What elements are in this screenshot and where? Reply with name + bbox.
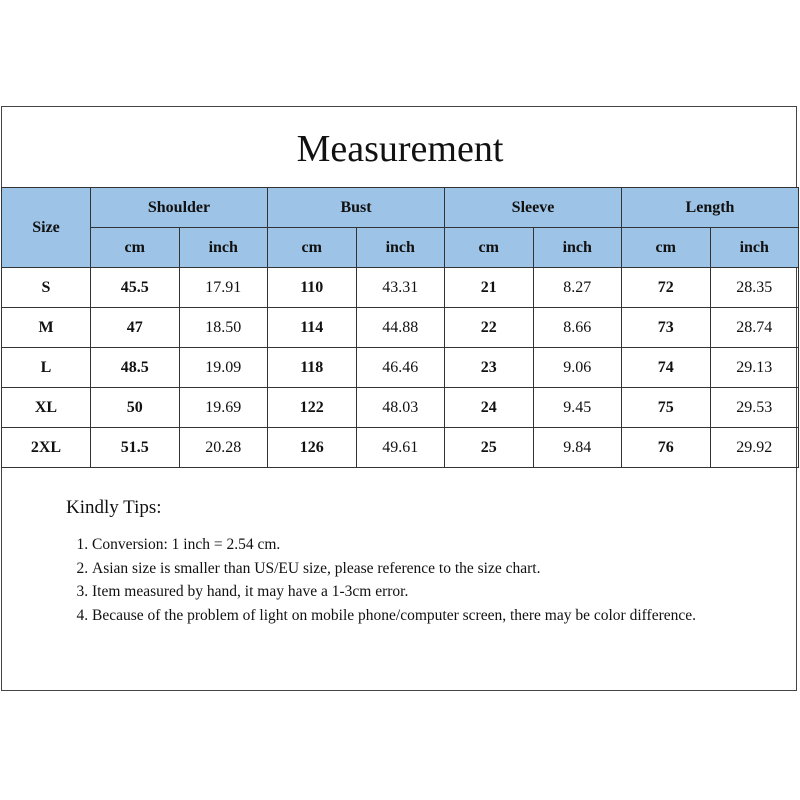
tip-item: 4. Because of the problem of light on mobile phone/computer screen, there may be color difference. [92, 604, 712, 628]
size-cell: XL [2, 388, 91, 428]
table-row [2, 388, 799, 428]
size-header: Size [2, 188, 91, 268]
inch-cell: 29.53 [710, 388, 799, 428]
inch-cell: 17.91 [179, 268, 268, 308]
tip-item: 1. Conversion: 1 inch = 2.54 cm. [92, 533, 712, 557]
inch-cell: 29.92 [710, 428, 799, 468]
tips-list [66, 533, 712, 627]
unit-inch: inch [356, 228, 445, 268]
size-cell: L [2, 348, 91, 388]
tips-section [66, 497, 712, 627]
inch-cell: 29.13 [710, 348, 799, 388]
inch-cell: 43.31 [356, 268, 445, 308]
cm-cell: 45.5 [91, 268, 180, 308]
cm-cell: 47 [91, 308, 180, 348]
size-cell: M [2, 308, 91, 348]
cm-cell: 25 [445, 428, 534, 468]
inch-cell: 49.61 [356, 428, 445, 468]
unit-cm: cm [91, 228, 180, 268]
inch-cell: 28.35 [710, 268, 799, 308]
cm-cell: 122 [268, 388, 357, 428]
unit-inch: inch [179, 228, 268, 268]
cm-cell: 72 [622, 268, 711, 308]
length-header: Length [622, 188, 799, 228]
inch-cell: 18.50 [179, 308, 268, 348]
inch-cell: 20.28 [179, 428, 268, 468]
unit-inch: inch [710, 228, 799, 268]
inch-cell: 19.69 [179, 388, 268, 428]
cm-cell: 21 [445, 268, 534, 308]
unit-row [2, 228, 799, 268]
size-table [1, 187, 799, 468]
inch-cell: 28.74 [710, 308, 799, 348]
size-cell: S [2, 268, 91, 308]
inch-cell: 48.03 [356, 388, 445, 428]
tip-item: 2. Asian size is smaller than US/EU size, please reference to the size chart. [92, 557, 712, 581]
shoulder-header: Shoulder [91, 188, 268, 228]
cm-cell: 48.5 [91, 348, 180, 388]
cm-cell: 23 [445, 348, 534, 388]
cm-cell: 110 [268, 268, 357, 308]
table-row [2, 348, 799, 388]
table-row [2, 268, 799, 308]
size-cell: 2XL [2, 428, 91, 468]
bust-header: Bust [268, 188, 445, 228]
header-row [2, 188, 799, 228]
unit-cm: cm [622, 228, 711, 268]
table-row [2, 428, 799, 468]
table-row [2, 308, 799, 348]
cm-cell: 114 [268, 308, 357, 348]
cm-cell: 73 [622, 308, 711, 348]
cm-cell: 51.5 [91, 428, 180, 468]
inch-cell: 44.88 [356, 308, 445, 348]
inch-cell: 9.84 [533, 428, 622, 468]
cm-cell: 24 [445, 388, 534, 428]
inch-cell: 8.66 [533, 308, 622, 348]
unit-cm: cm [268, 228, 357, 268]
cm-cell: 22 [445, 308, 534, 348]
tips-heading: Kindly Tips: [66, 497, 162, 518]
page-title: Measurement [296, 128, 504, 170]
inch-cell: 9.45 [533, 388, 622, 428]
inch-cell: 8.27 [533, 268, 622, 308]
cm-cell: 50 [91, 388, 180, 428]
inch-cell: 46.46 [356, 348, 445, 388]
inch-cell: 9.06 [533, 348, 622, 388]
cm-cell: 75 [622, 388, 711, 428]
unit-cm: cm [445, 228, 534, 268]
sleeve-header: Sleeve [445, 188, 622, 228]
cm-cell: 126 [268, 428, 357, 468]
tip-item: 3. Item measured by hand, it may have a 1-3cm error. [92, 580, 712, 604]
inch-cell: 19.09 [179, 348, 268, 388]
cm-cell: 118 [268, 348, 357, 388]
unit-inch: inch [533, 228, 622, 268]
cm-cell: 76 [622, 428, 711, 468]
cm-cell: 74 [622, 348, 711, 388]
